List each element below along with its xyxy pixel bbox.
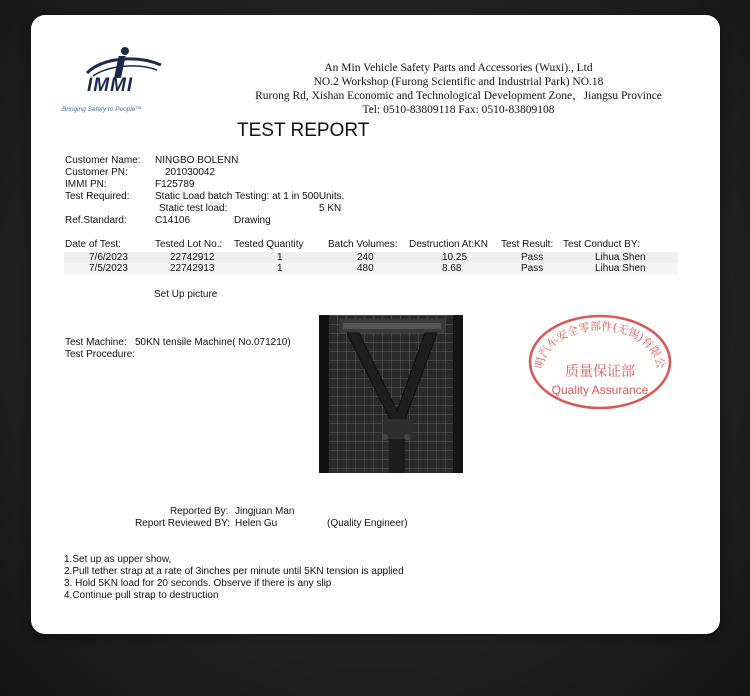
customer-pn-value: 201030042 <box>165 167 216 178</box>
svg-text:安明汽车安全零部件(无锡)有限公司 <box>527 310 667 370</box>
reviewed-by-label: Report Reviewed BY: <box>135 518 231 529</box>
reviewed-by-value: Helen Gu <box>235 518 278 529</box>
stamp-center-text: 质量保证部 <box>565 364 635 380</box>
stamp-ring-text: 明汽车安全零部件(无锡)有限公 <box>532 319 668 370</box>
cell-lot: 22742913 <box>170 263 215 274</box>
col-conduct: Test Conduct BY: <box>563 239 640 250</box>
cell-lot: 22742912 <box>170 252 215 263</box>
cell-destruction: 10.25 <box>442 252 468 263</box>
test-required-value: Static Load batch Testing: at 1 in 500Units. <box>155 191 345 202</box>
tensile-setup-illustration <box>319 315 463 473</box>
col-lot: Tested Lot No.: <box>155 239 223 250</box>
procedure-step: 3. Hold 5KN load for 20 seconds. Observe if there is any slip <box>64 578 332 589</box>
immi-pn-label: IMMI PN: <box>65 179 107 190</box>
cell-batch: 480 <box>357 263 374 274</box>
customer-pn-label: Customer PN: <box>65 167 128 178</box>
procedure-step: 2.Pull tether strap at a rate of 3inches per minute until 5KN tension is applied <box>64 566 404 577</box>
company-line-3: Rurong Rd, Xishan Economic and Technological Development Zone，Jiangsu Province <box>255 90 662 102</box>
static-load-value: 5 KN <box>319 203 342 214</box>
customer-name-value: NINGBO BOLENN <box>155 155 239 166</box>
quality-assurance-stamp <box>527 310 673 410</box>
ref-standard-value: C14106 <box>155 215 191 226</box>
procedure-step: 1.Set up as upper show, <box>64 554 172 565</box>
cell-quantity: 1 <box>277 263 283 274</box>
reported-by-label: Reported By: <box>170 506 229 517</box>
cell-batch: 240 <box>357 252 374 263</box>
cell-destruction: 8.68 <box>442 263 462 274</box>
col-date: Date of Test: <box>65 239 121 250</box>
static-load-label: Static test load: <box>159 203 228 214</box>
test-required-label: Test Required: <box>65 191 130 202</box>
test-machine-label: Test Machine: <box>65 337 127 348</box>
cell-result: Pass <box>521 263 544 274</box>
col-batch: Batch Volumes: <box>328 239 398 250</box>
ref-standard-label: Ref.Standard: <box>65 215 127 226</box>
logo-tagline: Bringing Safety to People™ <box>62 106 142 113</box>
company-address <box>241 61 676 117</box>
customer-name-label: Customer Name: <box>65 155 141 166</box>
col-quantity: Tested Quantity <box>234 239 304 250</box>
col-destruction: Destruction At:KN <box>409 239 488 250</box>
col-result: Test Result: <box>501 239 554 250</box>
company-line-4: Tel: 0510-83809118 Fax: 0510-83809108 <box>362 104 555 116</box>
reported-by-value: Jingjuan Man <box>235 506 295 517</box>
stamp-bottom-text: Quality Assurance <box>551 383 649 397</box>
setup-photo <box>319 315 463 473</box>
test-report-document <box>31 15 720 634</box>
stamp-seal <box>527 310 673 410</box>
setup-picture-label: Set Up picture <box>154 289 218 300</box>
company-line-2: NO.2 Workshop (Furong Scientific and Industrial Park) NO.18 <box>313 76 604 88</box>
cell-date: 7/6/2023 <box>89 252 128 263</box>
cell-quantity: 1 <box>277 252 283 263</box>
cell-result: Pass <box>521 252 544 263</box>
company-line-1: An Min Vehicle Safety Parts and Accessories (Wuxi)., Ltd <box>324 62 593 74</box>
reviewed-by-role: (Quality Engineer) <box>327 518 408 529</box>
report-title: TEST REPORT <box>237 120 370 141</box>
test-procedure-label: Test Procedure: <box>65 349 136 360</box>
immi-pn-value: F125789 <box>155 179 195 190</box>
cell-date: 7/5/2023 <box>89 263 128 274</box>
procedure-step: 4.Continue pull strap to destruction <box>64 590 219 601</box>
ref-standard-extra: Drawing <box>234 215 271 226</box>
cell-conduct: Lihua Shen <box>595 252 646 263</box>
logo-wordmark: IMMI <box>87 75 134 96</box>
test-machine-value: 50KN tensile Machine( No.071210) <box>135 337 291 348</box>
cell-conduct: Lihua Shen <box>595 263 646 274</box>
